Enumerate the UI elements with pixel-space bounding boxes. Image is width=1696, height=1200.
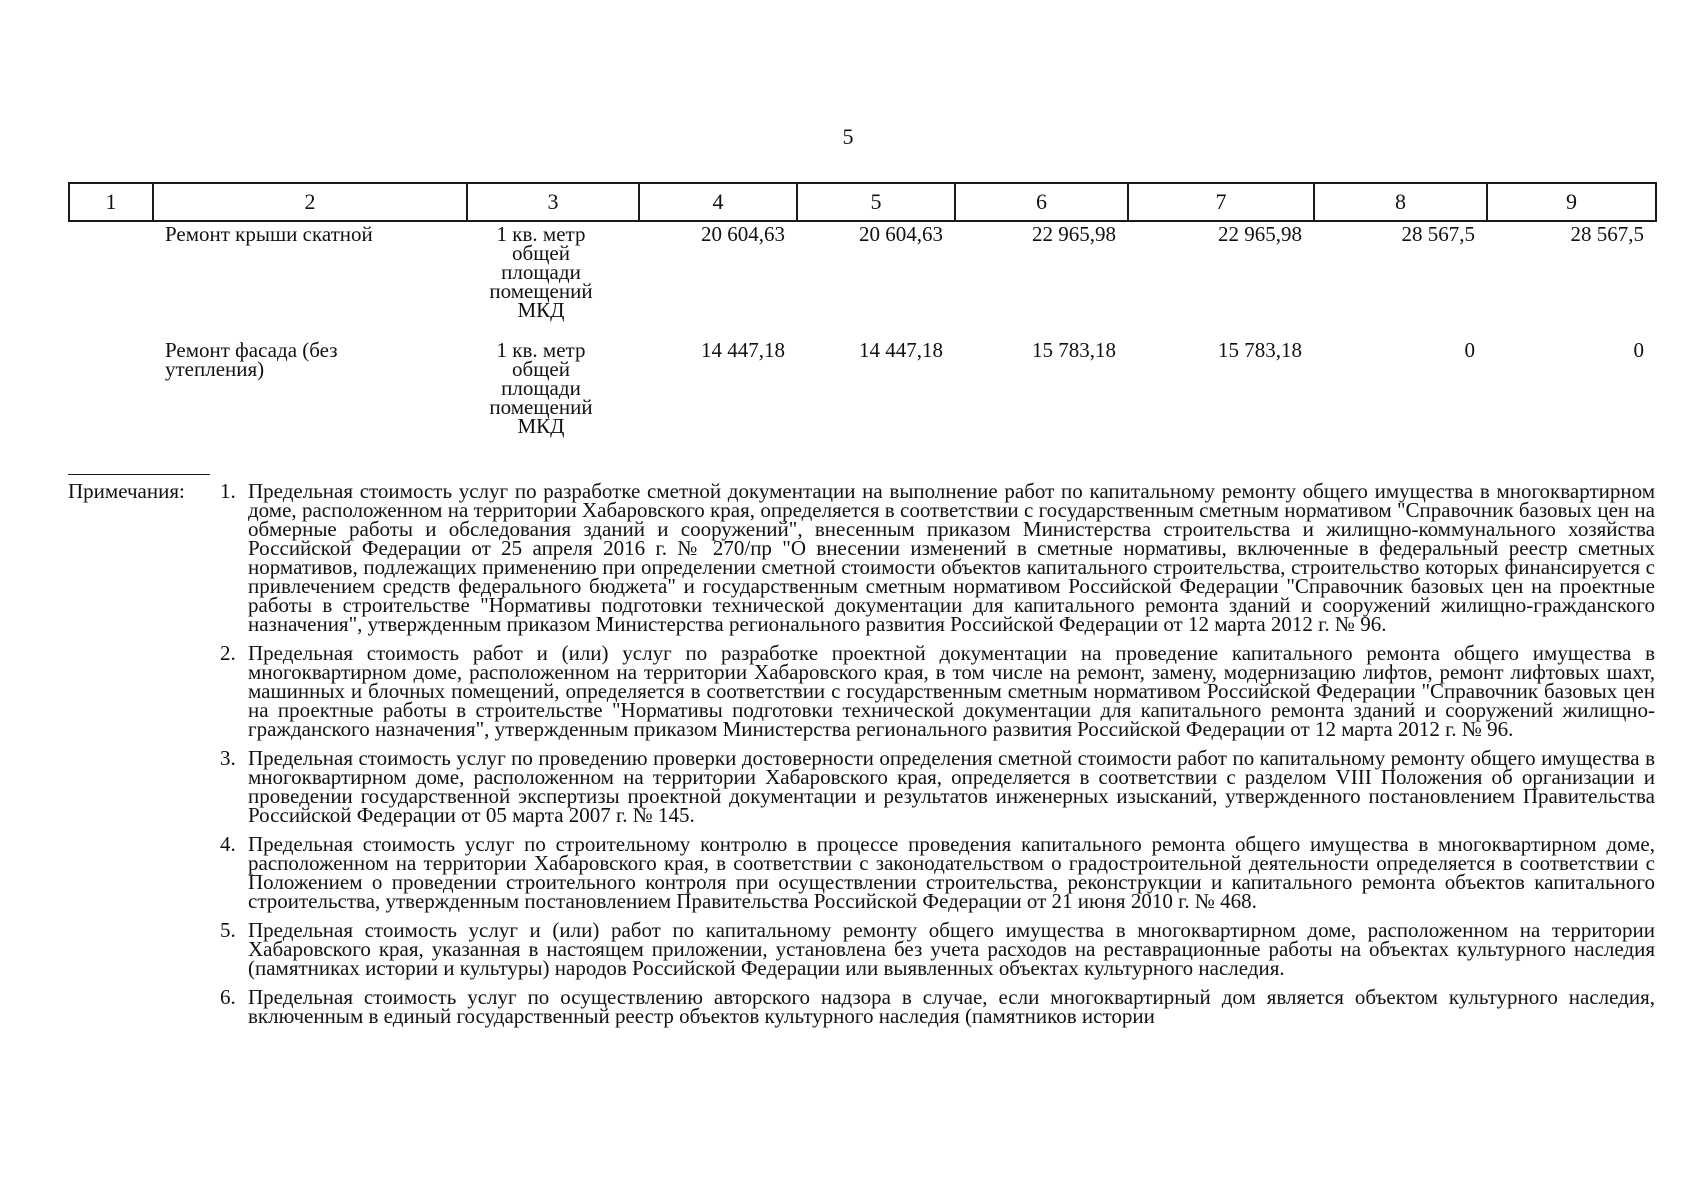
cost-value: 14 447,18 [701,338,785,362]
notes-label: Примечания: [68,479,185,503]
note-number: 2. [220,641,236,665]
note-item [220,746,1655,827]
note-item [220,641,1655,741]
note-number: 4. [220,832,236,856]
cost-value: 15 783,18 [1218,338,1302,362]
cost-value: 15 783,18 [1032,338,1116,362]
work-name: Ремонт крыши скатной [165,222,373,246]
note-item [220,918,1655,980]
cost-value: 0 [1464,338,1475,362]
note-text: Предельная стоимость услуг по проведению проверки достоверности определения сметной стоимости работ по капитальному ремонту общего имущества в многоквартирном доме, расположенном на территории Хабаровского края, определяется в соответствии с разделом VIII Положения об организации и проведении государственной экспертизы проектной документации и результатов инженерных изысканий, утвержденного постановлением Правительства Российской Федерации от 05 марта 2007 г. № 145. [248,746,1655,827]
column-header: 2 [153,183,467,221]
notes-separator [68,474,210,475]
column-header: 8 [1314,183,1487,221]
note-item [220,985,1655,1028]
note-number: 1. [220,479,236,503]
cost-value: 22 965,98 [1032,222,1116,246]
table-header-row [69,183,1656,221]
cost-value: 28 567,5 [1401,222,1475,246]
note-number: 5. [220,918,236,942]
cost-value: 28 567,5 [1570,222,1644,246]
cost-value: 0 [1633,338,1644,362]
note-text: Предельная стоимость работ и (или) услуг по разработке проектной документации на проведение капитального ремонта общего имущества в многоквартирном доме, расположенном на территории Хабаровского края, в том числе на ремонт, замену, модернизацию лифтов, ремонт лифтовых шахт, машинных и блочных помещений, определяется в соответствии с государственным сметным нормативом Российской Федерации "Справочник базовых цен на проектные работы в строительстве "Нормативы подготовки технической документации для капитального ремонта зданий и сооружений жилищно-гражданского назначения", утвержденным приказом Министерства регионального развития Российской Федерации от 12 марта 2012 г. № 96. [248,641,1655,741]
table-row [69,337,1656,436]
column-header: 7 [1128,183,1314,221]
notes-list [220,479,1655,1036]
column-header: 5 [797,183,955,221]
column-header: 1 [69,183,153,221]
cost-value: 22 965,98 [1218,222,1302,246]
note-number: 6. [220,985,236,1009]
cost-value: 20 604,63 [701,222,785,246]
table-cell-empty [69,337,153,436]
note-text: Предельная стоимость услуг по строительному контролю в процессе проведения капитального ремонта общего имущества в многоквартирном доме, расположенном на территории Хабаровского края, в соответствии с законодательством о градостроительной деятельности определяется в соответствии с Положением о проведении строительного контроля при осуществлении строительства, реконструкции и капитального ремонта объектов капитального строительства, утвержденным постановлением Правительства Российской Федерации от 21 июня 2010 г. № 468. [248,832,1655,913]
cost-table [68,182,1657,436]
page-number: 5 [842,124,854,149]
unit-of-measure: 1 кв. метр общей площади помещений МКД [489,222,593,322]
cost-value: 14 447,18 [859,338,943,362]
cost-value: 20 604,63 [859,222,943,246]
note-item [220,479,1655,636]
column-header: 3 [467,183,639,221]
note-text: Предельная стоимость услуг и (или) работ по капитальному ремонту общего имущества в многоквартирном доме, расположенном на территории Хабаровского края, указанная в настоящем приложении, установлена без учета расходов на реставрационные работы на объектах культурного наследия (памятниках истории и культуры) народов Российской Федерации или выявленных объектах культурного наследия. [248,918,1655,980]
note-text: Предельная стоимость услуг по осуществлению авторского надзора в случае, если многоквартирный дом является объектом культурного наследия, включенным в единый государственный реестр объектов культурного наследия (памятников истории [248,985,1655,1028]
note-number: 3. [220,746,236,770]
work-name: Ремонт фасада (без утепления) [165,338,338,381]
column-header: 6 [955,183,1128,221]
table-cell-empty [69,221,153,337]
column-header: 4 [639,183,797,221]
unit-of-measure: 1 кв. метр общей площади помещений МКД [489,338,593,438]
note-text: Предельная стоимость услуг по разработке сметной документации на выполнение работ по капитальному ремонту общего имущества в многоквартирном доме, расположенном на территории Хабаровского края, определяется в соответствии с государственным сметным нормативом "Справочник базовых цен на обмерные работы и обследования зданий и сооружений", внесенным приказом Министерства строительства и жилищно-коммунального хозяйства Российской Федерации от 25 апреля 2016 г. № 270/пр "О внесении изменений в сметные нормативы, включенные в федеральный реестр сметных нормативов, подлежащих применению при определении сметной стоимости объектов капитального строительства, строительство которых финансируется с привлечением средств федерального бюджета" и государственным сметным нормативом Российской Федерации "Справочник базовых цен на проектные работы в строительстве "Нормативы подготовки технической документации для капитального ремонта зданий и сооружений жилищно-гражданского назначения", утвержденным приказом Министерства регионального развития Российской Федерации от 12 марта 2012 г. № 96. [248,479,1655,636]
table-row [69,221,1656,337]
note-item [220,832,1655,913]
column-header: 9 [1487,183,1656,221]
